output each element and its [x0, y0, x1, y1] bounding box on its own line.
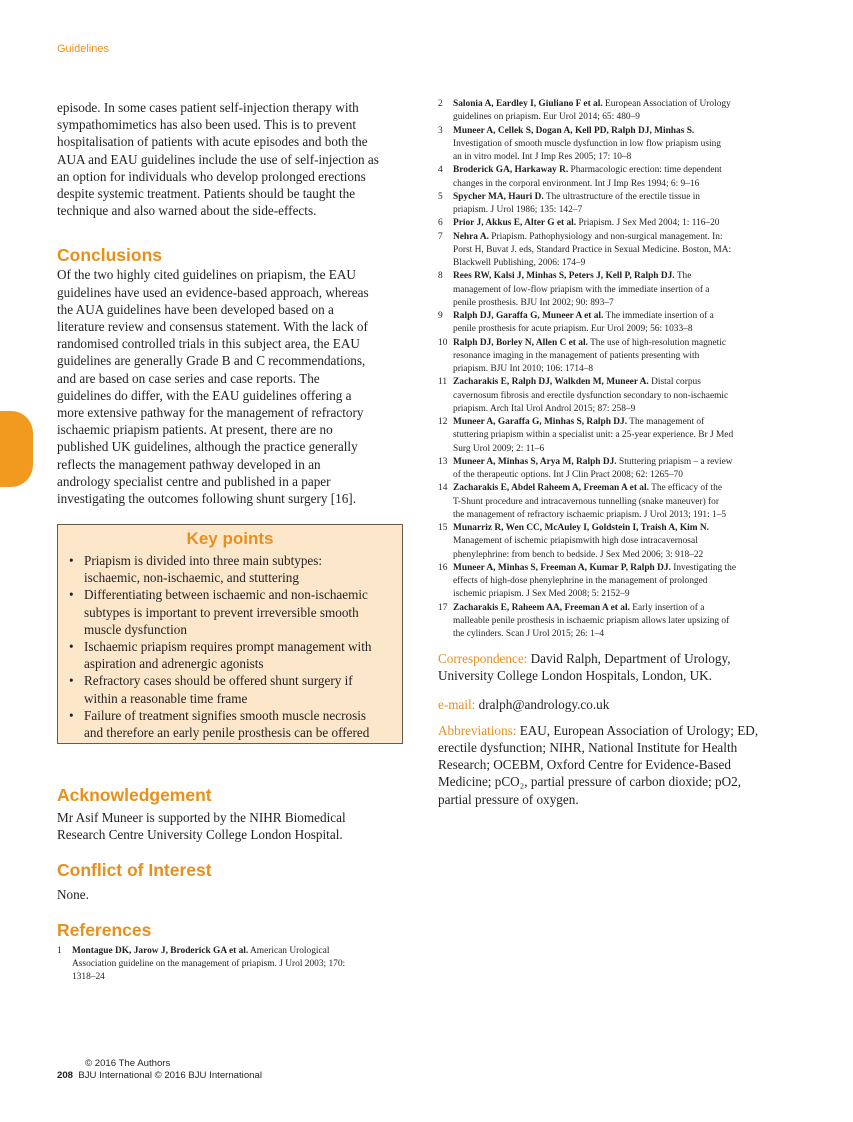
reference-number: 1 — [57, 945, 62, 956]
text-line: Association guideline on the management of priapism. J Urol 2003; 170: — [72, 958, 346, 969]
reference-number: 6 — [438, 218, 443, 229]
reference-number: 10 — [438, 337, 448, 348]
conclusions-heading: Conclusions — [57, 245, 163, 266]
key-point-item — [66, 672, 394, 706]
reference-authors: Nehra A. — [453, 231, 489, 242]
reference-item — [438, 164, 798, 191]
text-line: Investigating the — [670, 562, 736, 573]
email — [438, 696, 798, 713]
text-line: cavernosum fibrosis and erectile dysfunction secondary to non-ischaemic — [453, 390, 729, 401]
text-line: technique and also warned about the side-effects. — [57, 203, 317, 219]
text-line: the cylinders. Scan J Urol 2015; 26: 1–4 — [453, 629, 605, 639]
correspondence — [438, 650, 798, 684]
text-line: penile prosthesis for acute priapism. Eur Urol 2009; 56: 1033–8 — [453, 324, 693, 335]
text-line: the management of refractory ischaemic priapism. J Urol 2013; 191: 1–5 — [453, 509, 727, 520]
text-line: resonance imaging in the management of patients presenting with — [453, 350, 700, 361]
reference-item — [438, 270, 798, 310]
key-points-box — [57, 524, 403, 744]
reference-authors: Muneer A, Garaffa G, Minhas S, Ralph DJ. — [453, 417, 628, 427]
section-side-tab — [0, 411, 33, 487]
text-line: Refractory cases should be offered shunt surgery if — [84, 673, 353, 689]
reference-authors: Montague DK, Jarow J, Broderick GA et al. — [72, 945, 249, 956]
text-line: T-Shunt procedure and intracavernous tunnelling (snake maneuver) for — [453, 496, 719, 507]
reference-item — [438, 482, 798, 522]
reference-item — [438, 456, 798, 483]
email-value: dralph@andrology.co.uk — [475, 696, 610, 712]
text-line: Investigation of smooth muscle dysfunction in low flow priapism using — [453, 138, 721, 149]
text-line: The — [674, 271, 692, 282]
text-line: literature review and consensus statement. With the lack of — [57, 319, 368, 335]
text-line: Priapism is divided into three main subtypes: — [84, 553, 323, 568]
text-line: subtypes is important to prevent irreversible smooth — [84, 604, 359, 620]
text-line: reflects the management pathway developed in an — [57, 456, 321, 472]
reference-list — [438, 98, 798, 641]
text-line: within a reasonable time frame — [84, 690, 248, 706]
reference-number: 5 — [438, 191, 443, 202]
text-line: penile prosthesis. BJU Int 2002; 90: 893–7 — [453, 297, 614, 308]
conflict-text: None. — [57, 887, 89, 903]
text-line: European Association of Urology — [602, 99, 731, 109]
reference-authors: Muneer A, Cellek S, Dogan A, Kell PD, Ralph DJ, Minhas S. — [453, 125, 695, 136]
text-line: Differentiating between ischaemic and non-ischaemic — [84, 587, 368, 603]
text-line: The use of high-resolution magnetic — [587, 337, 726, 348]
text-line: guidelines are generally Grade B and C recommendations, — [57, 353, 366, 369]
reference-item — [438, 231, 798, 271]
text-line: published UK guidelines, although the practice generally — [57, 439, 358, 455]
reference-number: 12 — [438, 417, 448, 427]
key-points-list — [66, 552, 394, 741]
intro-paragraph — [57, 99, 417, 219]
copyright: © 2016 The Authors — [85, 1058, 171, 1069]
journal-name: BJU International © 2016 BJU International — [78, 1070, 262, 1081]
text-line: The immediate insertion of a — [603, 311, 714, 321]
text-line: an option for individuals who develop prolonged erections — [57, 168, 366, 184]
key-point-item — [66, 552, 394, 586]
text-line: erectile dysfunction; NIHR, National Institute for Health — [438, 740, 738, 756]
key-point-item — [66, 707, 394, 741]
text-line: changes in the corporal environment. Int J Imp Res 1994; 6: 9–16 — [453, 178, 700, 189]
reference-number: 9 — [438, 311, 443, 321]
text-line: Priapism. J Sex Med 2004; 1: 116–20 — [576, 218, 720, 229]
left-column-lower — [57, 785, 417, 984]
key-point-item — [66, 638, 394, 672]
reference-authors: Broderick GA, Harkaway R. — [453, 165, 569, 176]
reference-number: 17 — [438, 602, 448, 613]
reference-number: 13 — [438, 456, 448, 467]
text-line: 1318–24 — [72, 972, 105, 983]
text-line: aspiration and adrenergic agonists — [84, 656, 264, 672]
text-line: Pharmacologic erection: time dependent — [568, 165, 722, 176]
text-line: Porst H, Buvat J. eds, Standard Practice in Sexual Medicine. Boston, MA: — [453, 244, 732, 255]
bullet-icon: • — [69, 553, 74, 568]
reference-item — [438, 310, 798, 337]
text-line: The management of — [627, 417, 705, 427]
reference-authors: Ralph DJ, Garaffa G, Muneer A et al. — [453, 311, 604, 321]
reference-authors: Muneer A, Minhas S, Arya M, Ralph DJ. — [453, 456, 617, 467]
abbreviations — [438, 722, 798, 808]
text-line: Ischaemic priapism requires prompt management with — [84, 639, 372, 655]
text-line: phenylephrine: from bench to bedside. J Sex Med 2006; 3: 918–22 — [453, 549, 704, 560]
reference-authors: Ralph DJ, Borley N, Allen C et al. — [453, 337, 588, 348]
text-line: despite systemic treatment. Patients should be taught the — [57, 186, 356, 202]
text-line: malleable penile prosthesis in ischaemic priapism allows later upsizing of — [453, 615, 730, 626]
text-line: investigating the outcomes following shunt surgery [16]. — [57, 491, 356, 507]
reference-number: 4 — [438, 165, 443, 176]
reference-item — [438, 562, 798, 602]
text-line: Management of ischemic priapismwith high dose intracavernosal — [453, 536, 698, 547]
text-line: an in vitro model. Int J Imp Res 2005; 17: 10–8 — [453, 152, 632, 162]
reference-item — [438, 522, 798, 562]
text-line: andrology specialist centre and published in a paper — [57, 473, 331, 489]
reference-item — [438, 191, 798, 218]
reference-number: 11 — [438, 377, 448, 388]
right-column — [438, 98, 798, 808]
text-line: Blackwell Publishing, 2006: 174–9 — [453, 258, 586, 268]
text-line: Research Centre University College London Hospital. — [57, 827, 343, 843]
bullet-icon: • — [69, 673, 74, 689]
text-line: Distal corpus — [648, 377, 701, 388]
text-line: muscle dysfunction — [84, 621, 187, 637]
acknowledgement-heading: Acknowledgement — [57, 785, 212, 805]
text-line: episode. In some cases patient self-injection therapy with — [57, 100, 359, 115]
reference-number: 2 — [438, 99, 443, 109]
text-line: ischemic priapism. J Sex Med 2008; 5: 2152–9 — [453, 589, 630, 600]
reference-number: 3 — [438, 125, 443, 136]
reference-authors: Muneer A, Minhas S, Freeman A, Kumar P, Ralph DJ. — [453, 562, 671, 573]
left-column — [57, 99, 417, 507]
text-line: guidelines on priapism. Eur Urol 2014; 65: 480–9 — [453, 112, 640, 123]
reference-item — [438, 602, 798, 642]
text-line: The efficacy of the — [648, 483, 722, 494]
reference-number: 16 — [438, 562, 448, 573]
reference-item — [438, 416, 798, 456]
reference-item — [438, 217, 798, 230]
text-line: guidelines do differ, with the EAU guidelines offering a — [57, 387, 352, 403]
reference-number: 14 — [438, 483, 448, 494]
text-line: priapism. Arch Ital Urol Androl 2015; 87: 258–9 — [453, 403, 636, 414]
reference-authors: Zacharakis E, Ralph DJ, Walkden M, Muneer A. — [453, 377, 649, 388]
key-point-item — [66, 586, 394, 638]
reference-item — [57, 945, 417, 985]
text-line: the AUA guidelines have been developed based on a — [57, 301, 334, 317]
text-line: randomised controlled trials in this subject area, the EAU — [57, 336, 360, 352]
reference-authors: Zacharakis E, Abdel Raheem A, Freeman A et al. — [453, 483, 649, 494]
correspondence-label: Correspondence: — [438, 651, 528, 667]
text-line: Surg Urol 2009; 2: 11–6 — [453, 443, 545, 454]
text-line: priapism. J Urol 1986; 135: 142–7 — [453, 205, 583, 215]
text-line: American Urological — [250, 945, 330, 956]
key-points-title: Key points — [186, 529, 274, 548]
text-line: more extensive pathway for the management of refractory — [57, 405, 364, 421]
text-line: Medicine; pCO₂, partial pressure of carbon dioxide; pO2, — [438, 774, 742, 790]
reference-item — [438, 376, 798, 416]
page-number: 208 — [57, 1070, 74, 1081]
text-line: AUA and EAU guidelines include the use of self-injection as — [57, 151, 379, 167]
reference-item — [438, 98, 798, 125]
text-line: hospitalisation of patients with acute episodes and both the — [57, 134, 368, 150]
text-line: and are based on case series and case reports. The — [57, 370, 320, 386]
text-line: management of low-flow priapism with the immediate insertion of a — [453, 284, 710, 295]
text-line: priapism. BJU Int 2010; 106: 1714–8 — [453, 364, 594, 374]
reference-authors: Spycher MA, Hauri D. — [453, 191, 544, 202]
text-line: Priapism. Pathophysiology and non-surgical management. In: — [488, 231, 723, 242]
text-line: effects of high-dose phenylephrine in the management of prolonged — [453, 576, 708, 586]
reference-item — [438, 337, 798, 377]
text-line: The ultrastructure of the erectile tissue in — [543, 191, 700, 202]
page-footer — [57, 1058, 262, 1082]
text-line: Of the two highly cited guidelines on priapism, the EAU — [57, 267, 356, 283]
bullet-icon: • — [69, 707, 74, 723]
reference-number: 15 — [438, 523, 448, 533]
text-line: Early insertion of a — [629, 602, 705, 613]
email-label: e-mail: — [438, 696, 476, 712]
reference-authors: Prior J, Akkus E, Alter G et al. — [453, 218, 577, 229]
acknowledgement-paragraph — [57, 809, 417, 843]
abbreviations-text: EAU, European Association of Urology; ED, — [516, 722, 759, 738]
text-line: ischaemic priapism patients. At present, there are no — [57, 422, 333, 438]
reference-number: 7 — [438, 231, 443, 242]
text-line: and therefore an early penile prosthesis can be offered — [84, 725, 370, 741]
references-heading: References — [57, 919, 152, 940]
reference-item — [438, 125, 798, 165]
reference-number: 8 — [438, 271, 443, 282]
abbreviations-label: Abbreviations: — [438, 722, 517, 738]
correspondence-text: David Ralph, Department of Urology, — [527, 651, 731, 667]
text-line: Failure of treatment signifies smooth muscle necrosis — [84, 707, 367, 723]
reference-authors: Salonia A, Eardley I, Giuliano F et al. — [453, 99, 603, 109]
running-head: Guidelines — [57, 43, 109, 55]
reference-authors: Zacharakis E, Raheem AA, Freeman A et al. — [453, 602, 630, 613]
text-line: of the therapeutic options. Int J Clin Pract 2008; 62: 1265–70 — [453, 470, 683, 480]
conflict-heading: Conflict of Interest — [57, 860, 212, 881]
text-line: sympathomimetics has also been used. This is to prevent — [57, 117, 356, 133]
text-line: Research; OCEBM, Oxford Centre for Evidence-Based — [438, 757, 731, 773]
text-line: University College London Hospitals, London, UK. — [438, 668, 712, 684]
text-line: Stuttering priapism – a review — [616, 456, 733, 467]
text-line: stuttering priapism within a specialist unit: a 25-year experience. Br J Med — [453, 430, 734, 441]
text-line: partial pressure of oxygen. — [438, 791, 579, 807]
reference-authors: Munarriz R, Wen CC, McAuley I, Goldstein I, Traish A, Kim N. — [453, 523, 709, 533]
bullet-icon: • — [69, 587, 74, 603]
text-line: guidelines have used an evidence-based approach, whereas — [57, 284, 369, 300]
reference-authors: Rees RW, Kalsi J, Minhas S, Peters J, Kell P, Ralph DJ. — [453, 271, 675, 282]
bullet-icon: • — [69, 639, 74, 655]
text-line: ischaemic, non-ischaemic, and stuttering — [84, 570, 299, 586]
text-line: Mr Asif Muneer is supported by the NIHR Biomedical — [57, 810, 346, 825]
conclusions-paragraph — [57, 266, 417, 507]
